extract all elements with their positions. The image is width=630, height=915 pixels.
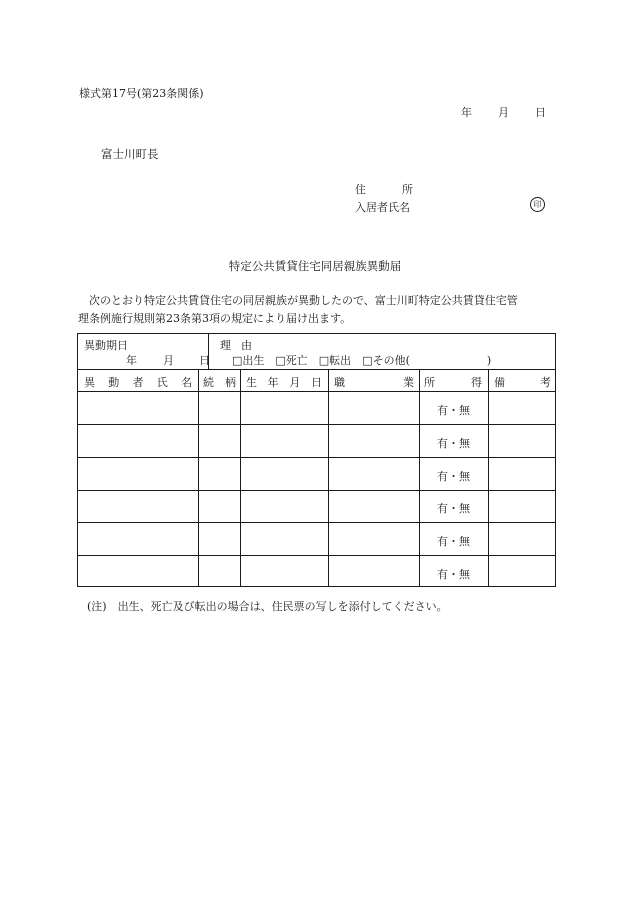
reason-options: □出生 □死亡 □転出 □その他( ): [232, 354, 492, 367]
address-label: 住 所: [355, 183, 413, 196]
income-cell: 有・無: [437, 568, 470, 581]
date-day-label: 日: [535, 106, 546, 119]
document-title: 特定公共賃貸住宅同居親族異動届: [228, 259, 402, 273]
change-date-label: 異動期日: [84, 339, 128, 352]
table-rule: [419, 369, 420, 586]
change-date-day: 日: [199, 354, 210, 367]
table-rule: [328, 369, 329, 586]
table-rule: [78, 490, 555, 491]
header-changer-name: 異 動 者 氏 名: [84, 376, 192, 389]
addressee: 富士川町長: [101, 147, 159, 161]
date-year-label: 年: [461, 106, 472, 119]
table-rule: [240, 369, 241, 586]
table-rule: [78, 424, 555, 425]
table-rule: [78, 522, 555, 523]
seal-mark: 印: [530, 197, 545, 212]
income-cell: 有・無: [437, 502, 470, 515]
date-month-label: 月: [498, 106, 509, 119]
header-income: 所 得: [424, 376, 482, 389]
income-cell: 有・無: [437, 535, 470, 548]
form-number: 様式第17号(第23条関係): [79, 87, 204, 100]
reason-label: 理 由: [220, 339, 252, 352]
table-rule: [78, 391, 555, 392]
change-date-month: 月: [163, 354, 174, 367]
change-date-year: 年: [126, 354, 137, 367]
header-relationship: 続 柄: [203, 376, 236, 389]
table-rule: [198, 369, 199, 586]
income-cell: 有・無: [437, 404, 470, 417]
body-text: 次のとおり特定公共賃貸住宅の同居親族が異動したので、富士川町特定公共賃貸住宅管 理条例施行規則第23条第3項の規定により届け出ます。: [78, 294, 518, 325]
table-rule: [78, 555, 555, 556]
table-rule: [78, 369, 555, 370]
header-remarks: 備 考: [494, 376, 551, 389]
income-cell: 有・無: [437, 470, 470, 483]
table-rule: [78, 457, 555, 458]
header-birthdate: 生 年 月 日: [246, 376, 322, 389]
header-occupation: 職 業: [334, 376, 414, 389]
income-cell: 有・無: [437, 437, 470, 450]
footnote: (注) 出生、死亡及び転出の場合は、住民票の写しを添付してください。: [87, 600, 448, 613]
change-table: [77, 333, 556, 587]
table-rule: [488, 369, 489, 586]
resident-name-label: 入居者氏名: [355, 201, 410, 214]
